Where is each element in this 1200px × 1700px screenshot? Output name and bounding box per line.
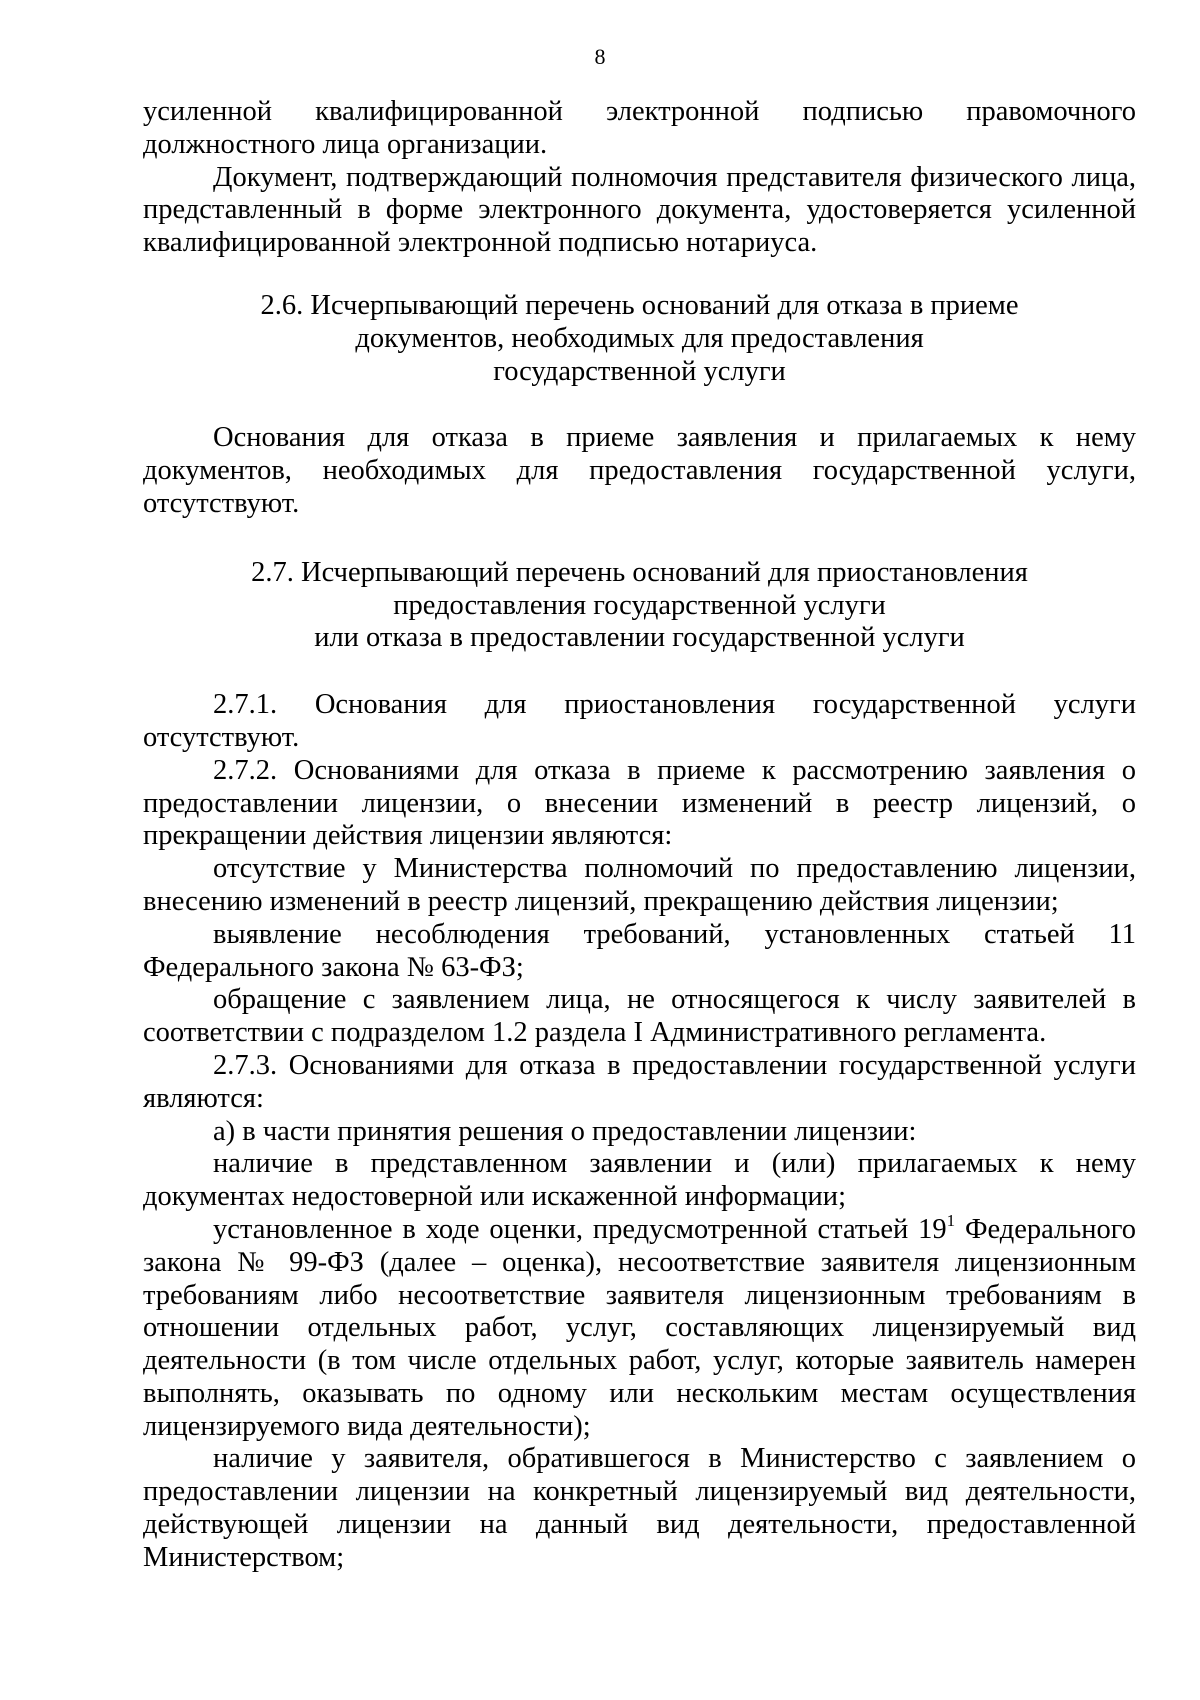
- heading-line: предоставления государственной услуги: [393, 589, 886, 621]
- heading-line: или отказа в предоставлении государственной услуги: [314, 622, 965, 654]
- paragraph-2-7-1: 2.7.1. Основания для приостановления государственной услуги отсутствуют.: [143, 689, 1136, 753]
- heading-line: государственной услуги: [493, 355, 786, 387]
- list-item-requirements-violation: выявление несоблюдения требований, установленных статьей 11 Федерального закона № 63-ФЗ;: [143, 918, 1136, 983]
- paragraph-2-7-2: 2.7.2. Основаниями для отказа в приеме к рассмотрению заявления о предоставлении лицензии, о внесении изменений в реестр лицензий, о прекращении действия лицензии являются:: [143, 754, 1136, 852]
- section-heading-2-7: [143, 557, 1136, 655]
- paragraph-power-of-attorney: Документ, подтверждающий полномочия представителя физического лица, представленный в форме электронного документа, удостоверяется усиленной квалифицированной электронной подписью нотариуса.: [143, 161, 1136, 259]
- paragraph-2-7-3: 2.7.3. Основаниями для отказа в предоставлении государственной услуги являются:: [143, 1049, 1136, 1114]
- list-item-existing-license: наличие у заявителя, обратившегося в Министерство с заявлением о предоставлении лицензии на конкретный лицензируемый вид деятельности, действующей лицензии на данный вид деятельности, предоставленной Министерством;: [143, 1443, 1136, 1573]
- assessment-text-end: Федерального закона № 99-ФЗ (далее – оценка), несоответствие заявителя лицензионным требованиям либо несоответствие заявителя лицензионным требованиям в отношении отдельных работ, услуг, составляющих лицензируемый вид деятельности (в том числе отдельных работ, услуг, которые заявитель намерен выполнять, оказывать по одному или нескольким местам осуществления лицензируемого вида деятельности);: [143, 1213, 1136, 1442]
- heading-line: 2.6. Исчерпывающий перечень оснований для отказа в приеме: [260, 289, 1019, 321]
- list-item-a-license-grant: а) в части принятия решения о предоставлении лицензии:: [213, 1115, 917, 1147]
- list-item-not-applicant: обращение с заявлением лица, не относящегося к числу заявителей в соответствии с подразделом 1.2 раздела I Административного регламента.: [143, 984, 1136, 1049]
- heading-line: 2.7. Исчерпывающий перечень оснований для приостановления: [251, 556, 1028, 588]
- assessment-text-start: установленное в ходе оценки, предусмотренной статьей 19: [213, 1213, 947, 1245]
- page-number: 8: [594, 44, 606, 69]
- list-item-false-information: наличие в представленном заявлении и (или) прилагаемых к нему документах недостоверной или искаженной информации;: [143, 1148, 1136, 1213]
- section-heading-2-6: [143, 290, 1136, 388]
- paragraph-2-6-body: Основания для отказа в приеме заявления и прилагаемых к нему документов, необходимых для предоставления государственной услуги, отсутствуют.: [143, 422, 1136, 519]
- heading-line: документов, необходимых для предоставления: [355, 322, 924, 354]
- list-item-no-authority: отсутствие у Министерства полномочий по предоставлению лицензии, внесению изменений в реестр лицензий, прекращению действия лицензии;: [143, 853, 1136, 917]
- list-item-assessment-noncompliance: [143, 1210, 1136, 1444]
- document-body: [143, 96, 1136, 1575]
- article-superscript: 1: [946, 1210, 956, 1230]
- paragraph-signature-continuation: усиленной квалифицированной электронной подписью правомочного должностного лица организации.: [143, 96, 1136, 160]
